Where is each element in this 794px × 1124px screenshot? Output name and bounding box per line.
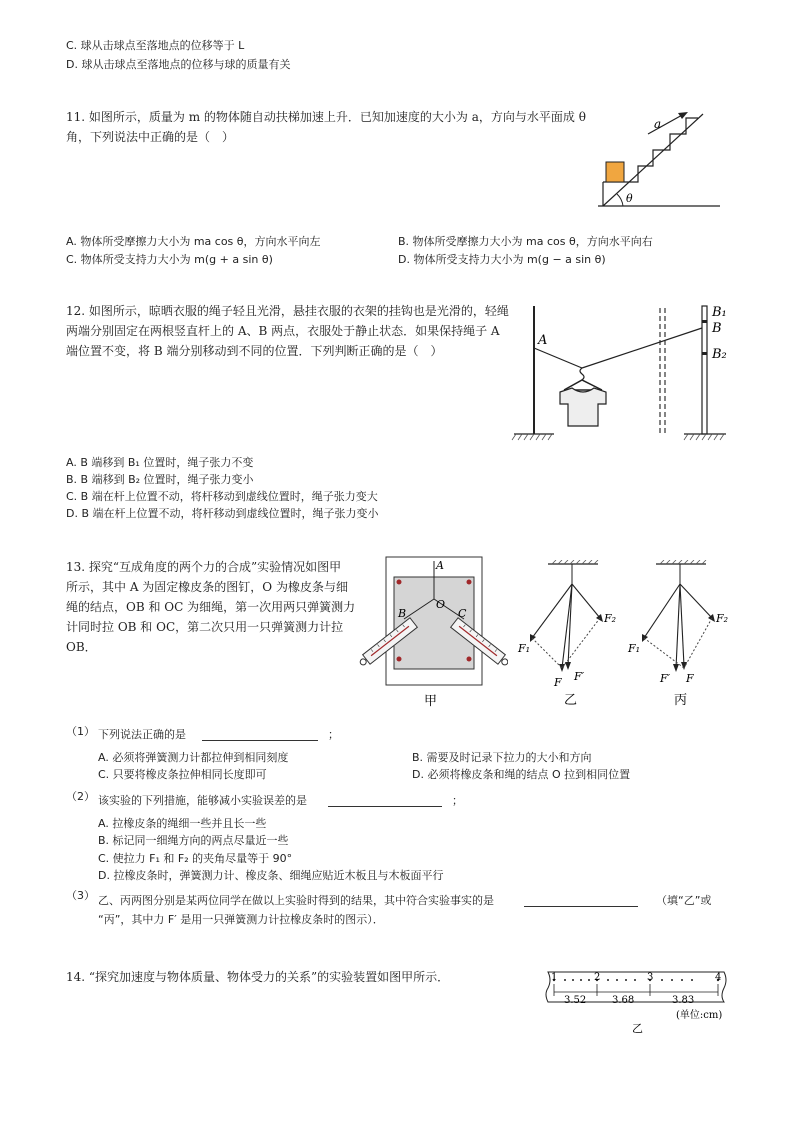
q11-option-a: A. 物体所受摩擦力大小为 ma cos θ，方向水平向左 — [66, 235, 321, 248]
q13-stem-line4: 计同时拉 OB 和 OC，第二次只用一只弹簧测力计拉 — [66, 620, 344, 634]
q13-sub1-tail: ； — [328, 728, 339, 741]
q12-option-b: B. B 端移到 B₂ 位置时，绳子张力变小 — [66, 473, 254, 486]
q13-sub3-text: 乙、丙两图分别是某两位同学在做以上实验时得到的结果，其中符合实验事实的是 — [98, 894, 494, 907]
q12-label-a: A — [538, 333, 548, 348]
q13-sub1-option-b: B. 需要及时记录下拉力的大小和方向 — [412, 751, 592, 764]
q12-option-a: A. B 端移到 B₁ 位置时，绳子张力不变 — [66, 456, 254, 469]
q13-sub1-answer-blank[interactable] — [202, 728, 318, 741]
q11-option-c: C. 物体所受支持力大小为 m(g + a sin θ) — [66, 253, 273, 266]
q12-label-b2: B₂ — [712, 347, 727, 362]
q13-label-a: A — [436, 559, 444, 572]
q13-sub2-text: 该实验的下列措施，能够减小实验误差的是 — [98, 794, 307, 807]
q13-yi-label-fprime: F′ — [574, 670, 585, 683]
q14-caption-yi: 乙 — [632, 1022, 643, 1035]
q11-label-a: a — [654, 117, 662, 131]
q12-label-b1: B₁ — [712, 305, 727, 320]
q13-yi-label-f1: F₁ — [518, 642, 531, 655]
option-d-previous: D. 球从击球点至落地点的位移与球的质量有关 — [66, 58, 291, 71]
q13-sub2-number: （2） — [66, 790, 95, 803]
q13-caption-bing: 丙 — [674, 693, 688, 708]
q13-caption-jia: 甲 — [424, 694, 438, 709]
q13-sub2-option-b: B. 标记同一细绳方向的两点尽量近一些 — [98, 834, 289, 847]
q13-sub1-option-c: C. 只要将橡皮条拉伸相同长度即可 — [98, 768, 267, 781]
q11-label-theta: θ — [626, 192, 633, 205]
q13-sub2-tail: ； — [452, 794, 463, 807]
q14-point-1: 1 — [551, 972, 558, 983]
q13-sub1-number: （1） — [66, 725, 95, 738]
q13-label-b: B — [398, 607, 407, 620]
q13-sub2-option-d: D. 拉橡皮条时，弹簧测力计、橡皮条、细绳应贴近木板且与木板面平行 — [98, 869, 444, 882]
q13-stem-line3: 绳的结点，OB 和 OC 为细绳，第一次用两只弹簧测力 — [66, 600, 356, 614]
q13-label-o: O — [436, 598, 446, 611]
q12-label-b: B — [712, 321, 722, 336]
q13-sub3-tail: （填“乙”或 — [656, 894, 712, 907]
q13-label-c: C — [458, 607, 467, 620]
q14-distance-1: 3.52 — [564, 995, 587, 1006]
q13-figure-jia — [358, 555, 508, 710]
q14-stem: 14. “探究加速度与物体质量、物体受力的关系”的实验装置如图甲所示． — [66, 970, 450, 984]
q12-stem-line2: 两端分别固定在两根竖直杆上的 A、B 两点，衣服处于静止状态．如果保持绳子 A — [66, 324, 500, 338]
q11-escalator-figure — [598, 108, 722, 212]
q12-stem-line3: 端位置不变，将 B 端分别移动到不同的位置．下列判断正确的是（ ） — [66, 344, 443, 358]
q11-option-d: D. 物体所受支持力大小为 m(g − a sin θ) — [398, 253, 606, 266]
q13-bing-label-f: F — [686, 672, 694, 685]
q13-sub2-option-c: C. 使拉力 F₁ 和 F₂ 的夹角尽量等于 90° — [98, 852, 293, 865]
q13-yi-label-f: F — [554, 676, 562, 689]
q13-bing-label-f2: F₂ — [716, 612, 729, 625]
q13-sub2-option-a: A. 拉橡皮条的绳细一些并且长一些 — [98, 817, 267, 830]
q14-point-2: 2 — [594, 972, 601, 983]
q12-option-d: D. B 端在杆上位置不动，将杆移动到虚线位置时，绳子张力变小 — [66, 507, 379, 520]
q13-yi-label-f2: F₂ — [604, 612, 617, 625]
q12-clothesline-figure — [508, 300, 734, 448]
q13-stem-line1: 13. 探究“互成角度的两个力的合成”实验情况如图甲 — [66, 560, 342, 574]
q13-figure-bing — [620, 560, 738, 708]
q14-tape-figure — [540, 966, 732, 1038]
q14-point-4: 4 — [715, 972, 722, 983]
q12-stem-line1: 12. 如图所示，晾晒衣服的绳子轻且光滑，悬挂衣服的衣架的挂钩也是光滑的，轻绳 — [66, 304, 509, 318]
q13-sub1-option-d: D. 必须将橡皮条和绳的结点 O 拉到相同位置 — [412, 768, 631, 781]
q13-sub1-option-a: A. 必须将弹簧测力计都拉伸到相同刻度 — [98, 751, 289, 764]
q13-sub1-text: 下列说法正确的是 — [98, 728, 186, 741]
q14-distance-2: 3.68 — [612, 995, 635, 1006]
q11-option-b: B. 物体所受摩擦力大小为 ma cos θ，方向水平向右 — [398, 235, 653, 248]
q14-point-3: 3 — [647, 972, 654, 983]
q13-caption-yi: 乙 — [564, 693, 578, 708]
q13-sub3-number: （3） — [66, 889, 95, 902]
q13-sub3-line2: “丙”，其中力 F′ 是用一只弹簧测力计拉橡皮条时的图示）． — [98, 913, 384, 926]
q13-sub3-answer-blank[interactable] — [524, 894, 638, 907]
q13-bing-label-fprime: F′ — [660, 672, 671, 685]
q13-bing-label-f1: F₁ — [628, 642, 641, 655]
q13-stem-line2: 所示，其中 A 为固定橡皮条的图钉，O 为橡皮条与细 — [66, 580, 348, 594]
q12-option-c: C. B 端在杆上位置不动，将杆移动到虚线位置时，绳子张力变大 — [66, 490, 378, 503]
q13-sub2-answer-blank[interactable] — [328, 794, 442, 807]
q13-figure-yi — [512, 560, 630, 708]
q11-stem-line1: 11. 如图所示，质量为 m 的物体随自动扶梯加速上升．已知加速度的大小为 a，方向与水平面成 θ — [66, 110, 586, 124]
q11-stem-line2: 角，下列说法中正确的是（ ） — [66, 130, 235, 144]
q14-distance-3: 3.83 — [672, 995, 695, 1006]
option-c-previous: C. 球从击球点至落地点的位移等于 L — [66, 39, 245, 52]
q13-stem-line5: OB． — [66, 640, 97, 654]
q14-unit: (单位:cm) — [676, 1010, 723, 1021]
